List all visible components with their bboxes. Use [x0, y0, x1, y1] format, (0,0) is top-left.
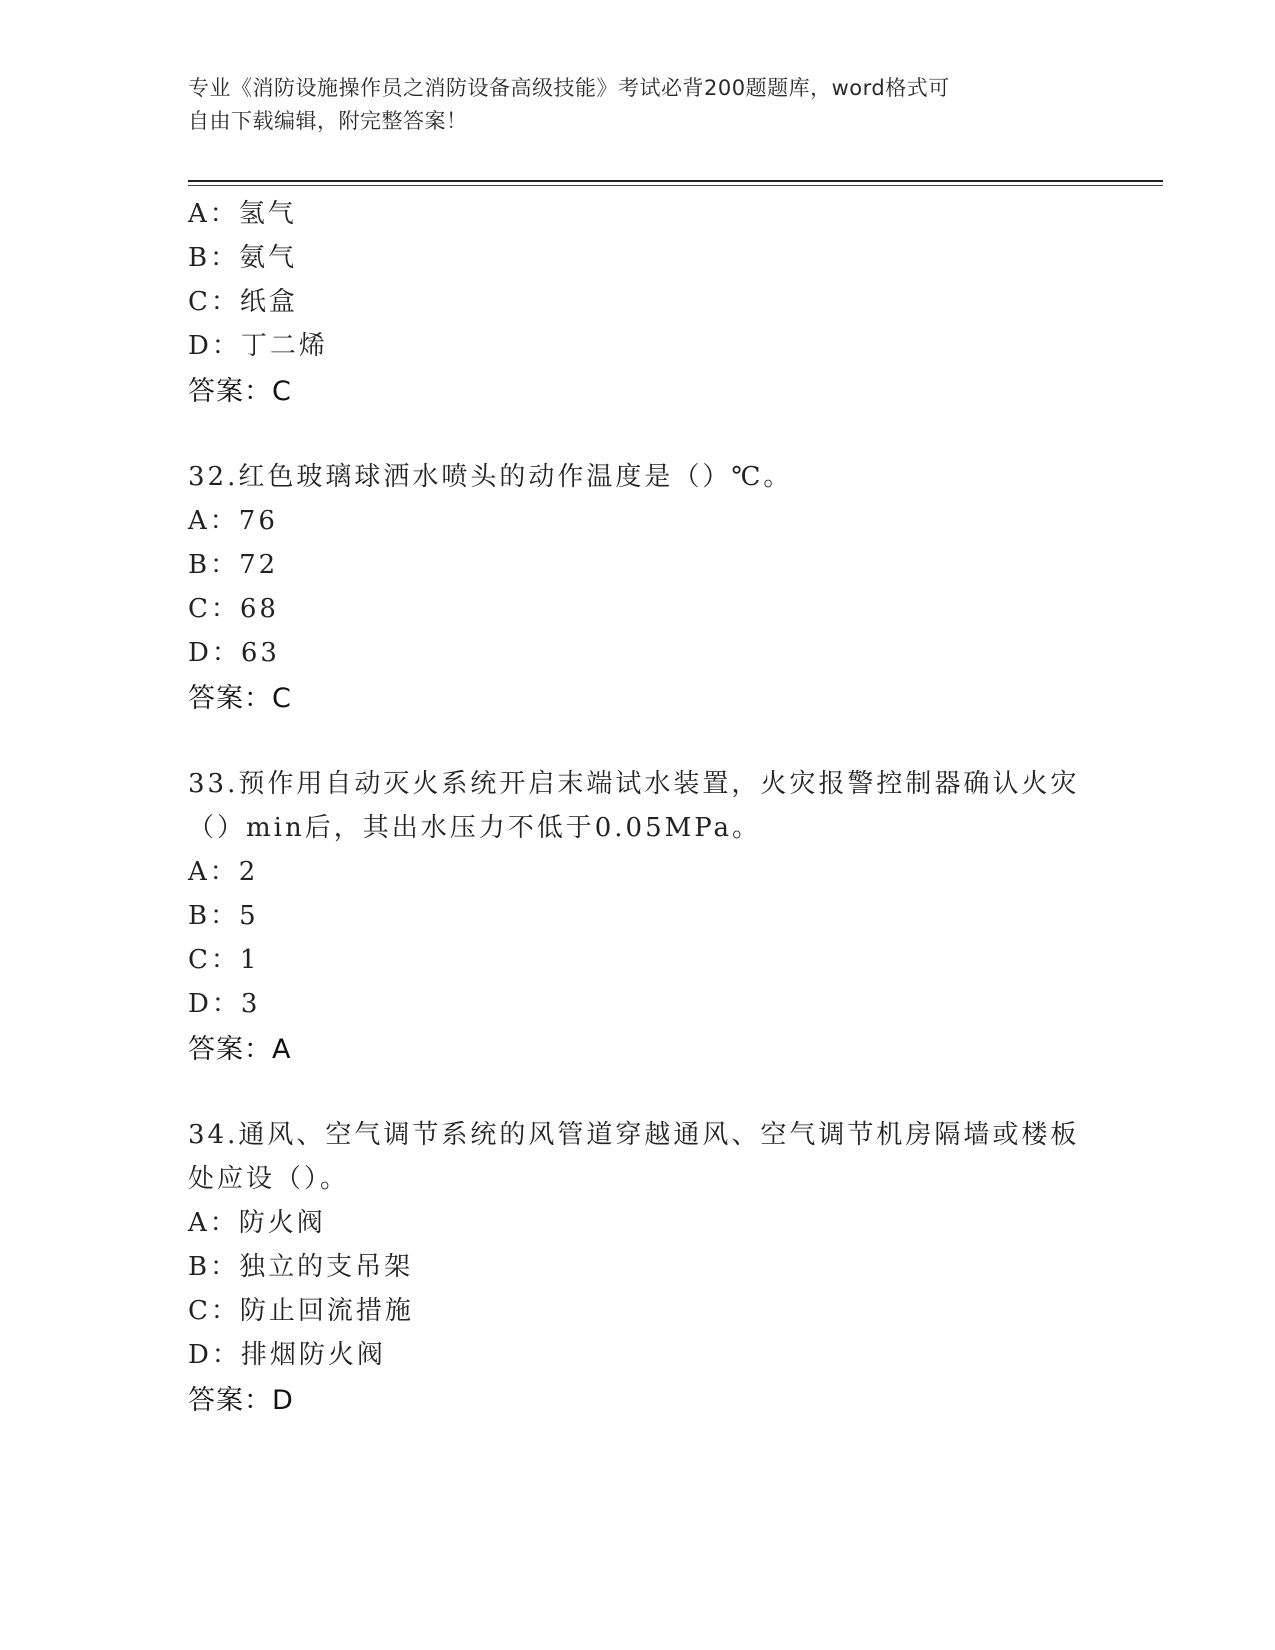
option-c: C：防止回流措施	[188, 1296, 414, 1326]
answer-line: 答案：A	[188, 1034, 292, 1065]
option-a: A：防火阀	[188, 1208, 326, 1238]
option-a: A：76	[188, 506, 278, 536]
document-header	[188, 72, 1088, 138]
option-b: B：5	[188, 901, 259, 931]
option-c: C：1	[188, 945, 260, 975]
option-d: D：丁二烯	[188, 331, 328, 361]
question-stem: 33.预作用自动灭火系统开启末端试水装置，火灾报警控制器确认火灾	[188, 769, 1080, 799]
option-d: D：排烟防火阀	[188, 1340, 386, 1370]
answer-line: 答案：D	[188, 1385, 294, 1416]
option-c: C：68	[188, 594, 279, 624]
answer-line: 答案：C	[188, 376, 292, 407]
header-divider-thick	[188, 180, 1163, 182]
question-stem: 34.通风、空气调节系统的风管道穿越通风、空气调节机房隔墙或楼板	[188, 1120, 1080, 1150]
option-c: C：纸盒	[188, 287, 298, 317]
header-divider-thin	[188, 185, 1163, 186]
question-stem-continued: （）min后，其出水压力不低于0.05MPa。	[188, 813, 762, 843]
option-a: A：氢气	[188, 199, 297, 229]
question-stem: 32.红色玻璃球洒水喷头的动作温度是（）℃。	[188, 462, 793, 492]
option-d: D：63	[188, 638, 280, 668]
header-line-2: 自由下载编辑，附完整答案！	[188, 109, 468, 133]
question-stem-continued: 处应设（）。	[188, 1164, 350, 1194]
option-d: D：3	[188, 989, 261, 1019]
option-a: A：2	[188, 857, 259, 887]
option-b: B：独立的支吊架	[188, 1252, 414, 1282]
option-b: B：72	[188, 550, 279, 580]
option-b: B：氨气	[188, 243, 298, 273]
answer-line: 答案：C	[188, 683, 292, 714]
header-line-1: 专业《消防设施操作员之消防设备高级技能》考试必背200题题库，word格式可	[188, 76, 950, 100]
